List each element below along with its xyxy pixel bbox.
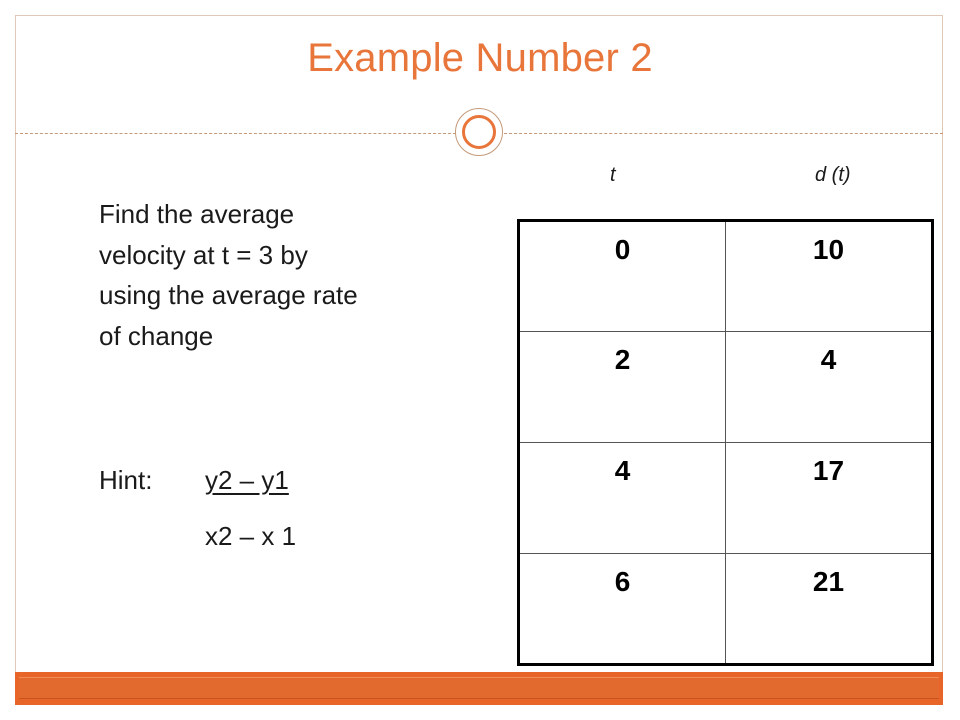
table-cell-t: 0: [519, 221, 726, 332]
hint-denominator: x2 – x 1: [205, 521, 297, 551]
table-row: [519, 443, 933, 554]
problem-line: Find the average: [99, 199, 295, 229]
footer-bar: [15, 672, 943, 705]
table-cell-d: 4: [726, 332, 933, 443]
table-row: [519, 554, 933, 665]
problem-line: using the average rate: [99, 280, 358, 310]
title-divider-left: [15, 133, 456, 134]
table-cell-d: 21: [726, 554, 933, 665]
problem-line: of change: [99, 320, 214, 351]
table-cell-d: 10: [726, 221, 933, 332]
title-divider-right: [504, 133, 943, 134]
table-cell-t: 2: [519, 332, 726, 443]
table-cell-d: 17: [726, 443, 933, 554]
hint-numerator: y2 – y1: [205, 465, 289, 495]
column-header-d: d (t): [815, 164, 851, 186]
footer-bar-inner: [19, 677, 939, 699]
data-table: [517, 219, 934, 666]
hint-label: Hint:: [99, 465, 153, 495]
problem-text: [99, 194, 358, 356]
column-header-t: t: [610, 164, 616, 186]
problem-line: velocity at t = 3 by: [99, 239, 308, 270]
table-row: [519, 221, 933, 332]
slide-title: Example Number 2: [307, 36, 653, 80]
table-cell-t: 4: [519, 443, 726, 554]
table-row: [519, 332, 933, 443]
circle-ornament-inner: [462, 115, 496, 149]
table-cell-t: 6: [519, 554, 726, 665]
circle-ornament-icon: [455, 108, 503, 156]
